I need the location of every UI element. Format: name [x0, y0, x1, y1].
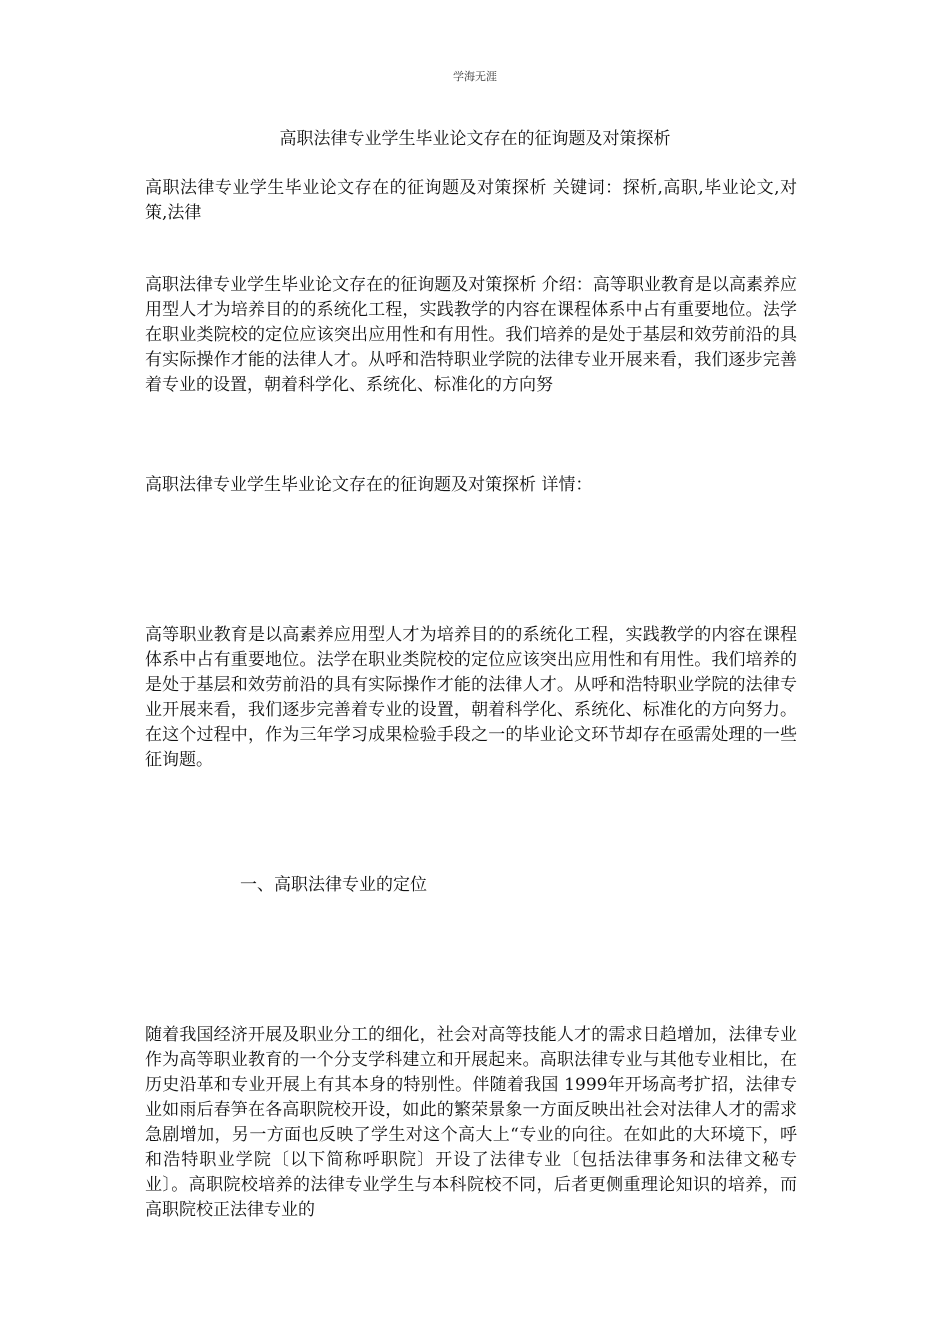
detail-paragraph: 高职法律专业学生毕业论文存在的征询题及对策探析 详情：	[145, 475, 593, 495]
intro-paragraph: 高职法律专业学生毕业论文存在的征询题及对策探析 介绍：高等职业教育是以高素养应用型人才为培养目的的系统化工程，实践教学的内容在课程体系中占有重要地位。法学在职业类院校的定位应该突出应用性和有用性。我们培养的是处于基层和效劳前沿的具有实际操作才能的法律人才。从呼和浩特职业学院的法律专业开展来看，我们逐步完善着专业的设置，朝着科学化、系统化、标准化的方向努	[145, 275, 797, 395]
page-header: 学海无涯	[453, 70, 497, 83]
document-title: 高职法律专业学生毕业论文存在的征询题及对策探析	[279, 129, 671, 149]
keywords-paragraph: 高职法律专业学生毕业论文存在的征询题及对策探析 关键词：探析,高职,毕业论文,对策,法律	[145, 178, 797, 223]
body-paragraph-1: 高等职业教育是以高素养应用型人才为培养目的的系统化工程，实践教学的内容在课程体系中占有重要地位。法学在职业类院校的定位应该突出应用性和有用性。我们培养的是处于基层和效劳前沿的具有实际操作才能的法律人才。从呼和浩特职业学院的法律专业开展来看，我们逐步完善着专业的设置，朝着科学化、系统化、标准化的方向努力。在这个过程中，作为三年学习成果检验手段之一的毕业论文环节却存在亟需处理的一些征询题。	[145, 625, 797, 770]
body-paragraph-2: 随着我国经济开展及职业分工的细化，社会对高等技能人才的需求日趋增加，法律专业作为高等职业教育的一个分支学科建立和开展起来。高职法律专业与其他专业相比，在历史沿革和专业开展上有其本身的特别性。伴随着我国 1999年开场高考扩招，法律专业如雨后春笋在各高职院校开设，如此的繁荣景象一方面反映出社会对法律人才的需求急剧增加，另一方面也反映了学生对这个高大上“专业的向往。在如此的大环境下，呼和浩特职业学院〔以下简称呼职院〕开设了法律专业〔包括法律事务和法律文秘专业〕。高职院校培养的法律专业学生与本科院校不同，后者更侧重理论知识的培养，而高职院校正法律专业的	[145, 1025, 797, 1220]
section-heading-1: 一、高职法律专业的定位	[240, 875, 427, 895]
